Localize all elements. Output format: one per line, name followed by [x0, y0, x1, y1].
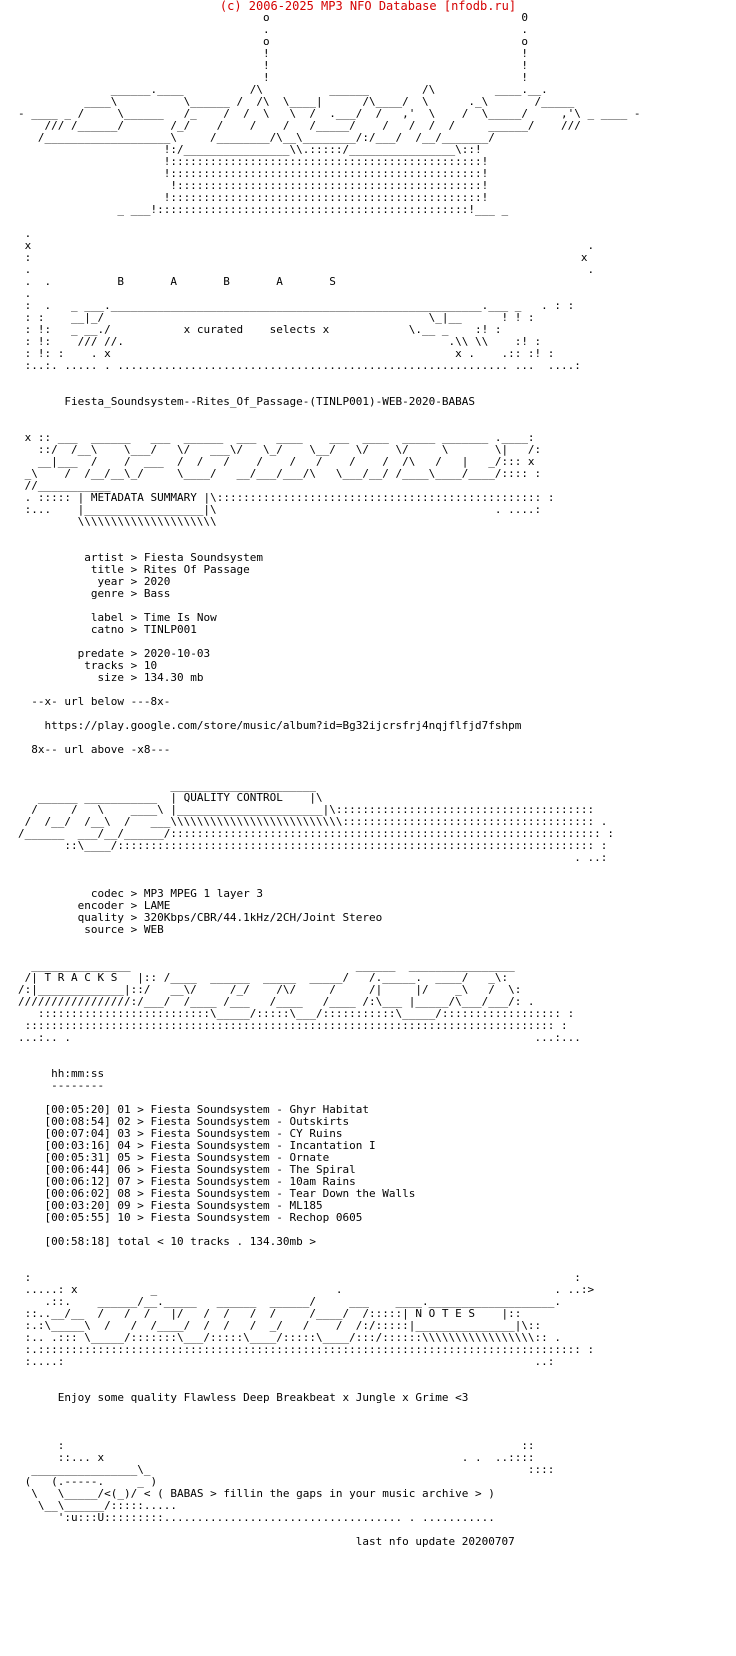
curated-tagline: x curated selects x	[183, 323, 330, 336]
meta-label: Time Is Now	[143, 611, 217, 624]
track-row: [00:05:31] 05 > Fiesta Soundsystem - Ornate	[18, 1151, 330, 1164]
qc-quality: 320Kbps/CBR/44.1kHz/2CH/Joint Stereo	[143, 911, 383, 924]
footer-tagline: < ( BABAS > fillin the gaps in your music archive > )	[143, 1487, 495, 1500]
track-row: [00:08:54] 02 > Fiesta Soundsystem - Outskirts	[18, 1115, 350, 1128]
tracks-divider: --------	[51, 1079, 105, 1092]
meta-year: 2020	[143, 575, 171, 588]
last-update: last nfo update 20200707	[355, 1535, 515, 1548]
meta-predate: 2020-10-03	[143, 647, 211, 660]
album-url[interactable]: https://play.google.com/store/music/album?id=Bg32ijcrsfrj4nqjflfjd7fshpm	[44, 719, 522, 732]
logo-art: o 0 . . o o ! ! ! ! ! ! ______.____ /\ ______ /\ ____.__. ____\ \______ / /\ \____| /\____/ \ ._\ /_____ - ____ _ / \______ /_ / / \ \ / .___/ / ,' \ / \_____/ ,'\ _ ____ - /// /______/ /_/ / / / /_____/ / / / / ______/ /// /___________________\ /________/\__\________/:/___/ /__/_______/ !:/________________\\.:::::/________________\::! !:::::::::::::::::::::::::::::::::::::::::::::::! !:::::::::::::::::::::::::::::::::::::::::::::::! !::::::::::::::::::::::::::::::::::::::::::::::! !:::::::::::::::::::::::::::::::::::::::::::::::! _ ___!:::::::::::::::::::::::::::::::::::::::::::::::!___ _	[18, 11, 641, 216]
meta-size: 134.30 mb	[143, 671, 204, 684]
metadata-title: METADATA SUMMARY	[90, 491, 197, 504]
meta-tracks: 10	[143, 659, 158, 672]
qc-codec: MP3 MPEG 1 layer 3	[143, 887, 264, 900]
notes-text: Enjoy some quality Flawless Deep Breakbeat x Jungle x Grime <3	[57, 1391, 469, 1404]
meta-title: Rites Of Passage	[143, 563, 250, 576]
track-row: [00:03:16] 04 > Fiesta Soundsystem - Incantation I	[18, 1139, 376, 1152]
release-name: Fiesta_Soundsystem--Rites_Of_Passage-(TINLP001)-WEB-2020-BABAS	[64, 395, 475, 408]
tracklist	[18, 1104, 641, 1224]
url-above-marker: 8x-- url above -x8---	[31, 743, 171, 756]
track-row: [00:06:02] 08 > Fiesta Soundsystem - Tear Down the Walls	[18, 1187, 416, 1200]
qc-encoder: LAME	[143, 899, 171, 912]
meta-catno: TINLP001	[143, 623, 197, 636]
url-below-marker: --x- url below ---8x-	[31, 695, 171, 708]
nfo-document: o 0 . . o o ! ! ! ! ! ! ______.____ /\ ______ /\ ____.__. ____\ \______ / /\ \____| /\____/ \ ._\ /_____ - ____ _ / \______ /_ / / \ \ / .___/ / ,' \ / \_____/ ,'\ _ ____ - /// /______/ /_/ / / / /_____/ / / / / ______/ /// /___________________\ /________/\__\________/:/___/ /__/_______/ !:/________________\\.:::::/________________\::! !:::::::::::::::::::::::::::::::::::::::::::::::! !:::::::::::::::::::::::::::::::::::::::::::::::! !::::::::::::::::::::::::::::::::::::::::::::::! !:::::::::::::::::::::::::::::::::::::::::::::::! _ ___!:::::::::::::::::::::::::::::::::::::::::::::::!___ _ . x . : x . . . . B A B A S . : . _ ___.________________________________________________________.___ _ . : : : : __|_/ \_|__ ! ! : : !: _ __./ x curated selects x \.__ _ :! : : !: /// //. .\\ \\ :! : : !: : . x x . .:: :! : :..:. ..... . ........................................................... ... ....: Fiesta_Soundsystem--Rites_Of_Passage-(TINLP001)-WEB-2020-BABAS x :: ___ ______ ___ ______ ___ ____ ___ ____ _____ _______ .____: ::/ /__\ \___/ \/ ___\/ \_/ \__/ \/ \/ \ \| /: __|___ / / ___ / / / / / / / / /\ / | _/::: x _\ / /__/__\_/ \____/ __/___/___/\ \___/__/ /____\____/____/:::: : //___________ . ::::: | METADATA SUMMARY |\::::::::::::::::::::::::::::::::::::::::::::::::: : :... |__________________|\ . ....: \\\\\\\\\\\\\\\\\\\\\ artist > Fiesta Soundsystem title > Rites Of Passage year > 2020 genre > Bass label > Time Is Now catno > TINLP001 predate > 2020-10-03 tracks > 10 size > 134.30 mb --x- url below ---8x- https://play.google.com/store/music/album?id=Bg32ijcrsfrj4nqjflfjd7fshpm 8x-- url above -x8--- ______________________ ______ ___________ | QUALITY CONTROL |\ / / \ ____\ |______________________|\::::::::::::::::::::::::::::::::::::::: / /__/ /__\ / ___\\\\\\\\\\\\\\\\\\\\\\\\\\:::::::::::::::::::::::::::::::::::::: . /______ ___/__/______/::::::::::::::::::::::::::::::::::::::::::::::::::::::::::::::::: : ::\____/:::::::::::::::::::::::::::::::::::::::::::::::::::::::::::::::::::::::: : . ..: codec > MP3 MPEG 1 layer 3 encoder > LAME quality > 320Kbps/CBR/44.1kHz/2CH/Joint Stereo source > WEB _______________ ______ ________________ /| T R A C K S |:: /____ ______ _____ _____/ /._____. ____/ _\: /:|_____________|::/ __\/ /_/ /\/ / /| |/ _\ / \: /////////////////:/___/ /____ /___ /____ /____ /:\___ |_____/\___/___/: . ::::::::::::::::::::::::::\_____/:::::\___/:::::::::::\_____/:::::::::::::::::: : :::::::::::::::::::::::::::::::::::::::::::::::::::::::::::::::::::::::::::::::: : ...:.. . ...:... hh:mm:ss -------- [00:05:20] 01 > Fiesta Soundsystem - Ghyr Habitat [00:08:54] 02 > Fiesta Soundsystem - Outskirts [00:07:04] 03 > Fiesta Soundsystem - CY Ruins [00:03:16] 04 > Fiesta Soundsystem - Incantation I [00:05:31] 05 > Fiesta Soundsystem - Ornate [00:06:44] 06 > Fiesta Soundsystem - The Spiral [00:06:12] 07 > Fiesta Soundsystem - 10am Rains [00:06:02] 08 > Fiesta Soundsystem - Tear Down the Walls [00:03:20] 09 > Fiesta Soundsystem - ML185 [00:05:55] 10 > Fiesta Soundsystem - Rechop 0605 [00:58:18] total < 10 tracks . 134.30mb > : : .....: x _ . . ..:> .::. ______/__._____ ______ ______/ ___ ____.___________________. ::..__/__ / / / |/ / / / / /____/ /:::::| N O T E S |:: :.:\_____\ / / /____/ / / / _/ / / /:/:::::|_______________|\:: :.. .::: \_____/:::::::\___/:::::\____/:::::\____/:::/::::::\\\\\\\\\\\\\\\\\:: . :.:::::::::::::::::::::::::::::::::::::::::::::::::::::::::::::::::::::::::::::::::: : :....: ..: Enjoy some quality Flawless Deep Breakbeat x Jungle x Grime <3 : :: ::... x . . ..:::: ________________\_ :::: ( (.-----. _ ) \ \_____/<(_)/ < ( BABAS > fillin the gaps in your music archive > ) \__\______/:::::..... ':u:::U:::::::::.................................... . ........... last nfo update 20200707	[18, 11, 641, 1548]
tracks-title: T R A C K S	[44, 971, 118, 984]
notes-title: N O T E S	[415, 1307, 475, 1320]
tracks-total: [00:58:18] total < 10 tracks . 134.30mb >	[44, 1235, 317, 1248]
release-tag: B A B A S	[117, 275, 336, 288]
meta-artist: Fiesta Soundsystem	[143, 551, 264, 564]
quality-title: QUALITY CONTROL	[183, 791, 283, 804]
track-row: [00:05:55] 10 > Fiesta Soundsystem - Rechop 0605	[18, 1211, 363, 1224]
meta-genre: Bass	[143, 587, 171, 600]
track-row: [00:07:04] 03 > Fiesta Soundsystem - CY Ruins	[18, 1127, 343, 1140]
qc-source: WEB	[143, 923, 164, 936]
site-header: (c) 2006-2025 MP3 NFO Database [nfodb.ru]	[219, 0, 517, 13]
track-row: [00:05:20] 01 > Fiesta Soundsystem - Ghyr Habitat	[18, 1103, 369, 1116]
track-row: [00:06:44] 06 > Fiesta Soundsystem - The Spiral	[18, 1163, 356, 1176]
track-row: [00:06:12] 07 > Fiesta Soundsystem - 10am Rains	[18, 1175, 356, 1188]
tracks-header: hh:mm:ss	[51, 1067, 105, 1080]
track-row: [00:03:20] 09 > Fiesta Soundsystem - ML185	[18, 1199, 323, 1212]
